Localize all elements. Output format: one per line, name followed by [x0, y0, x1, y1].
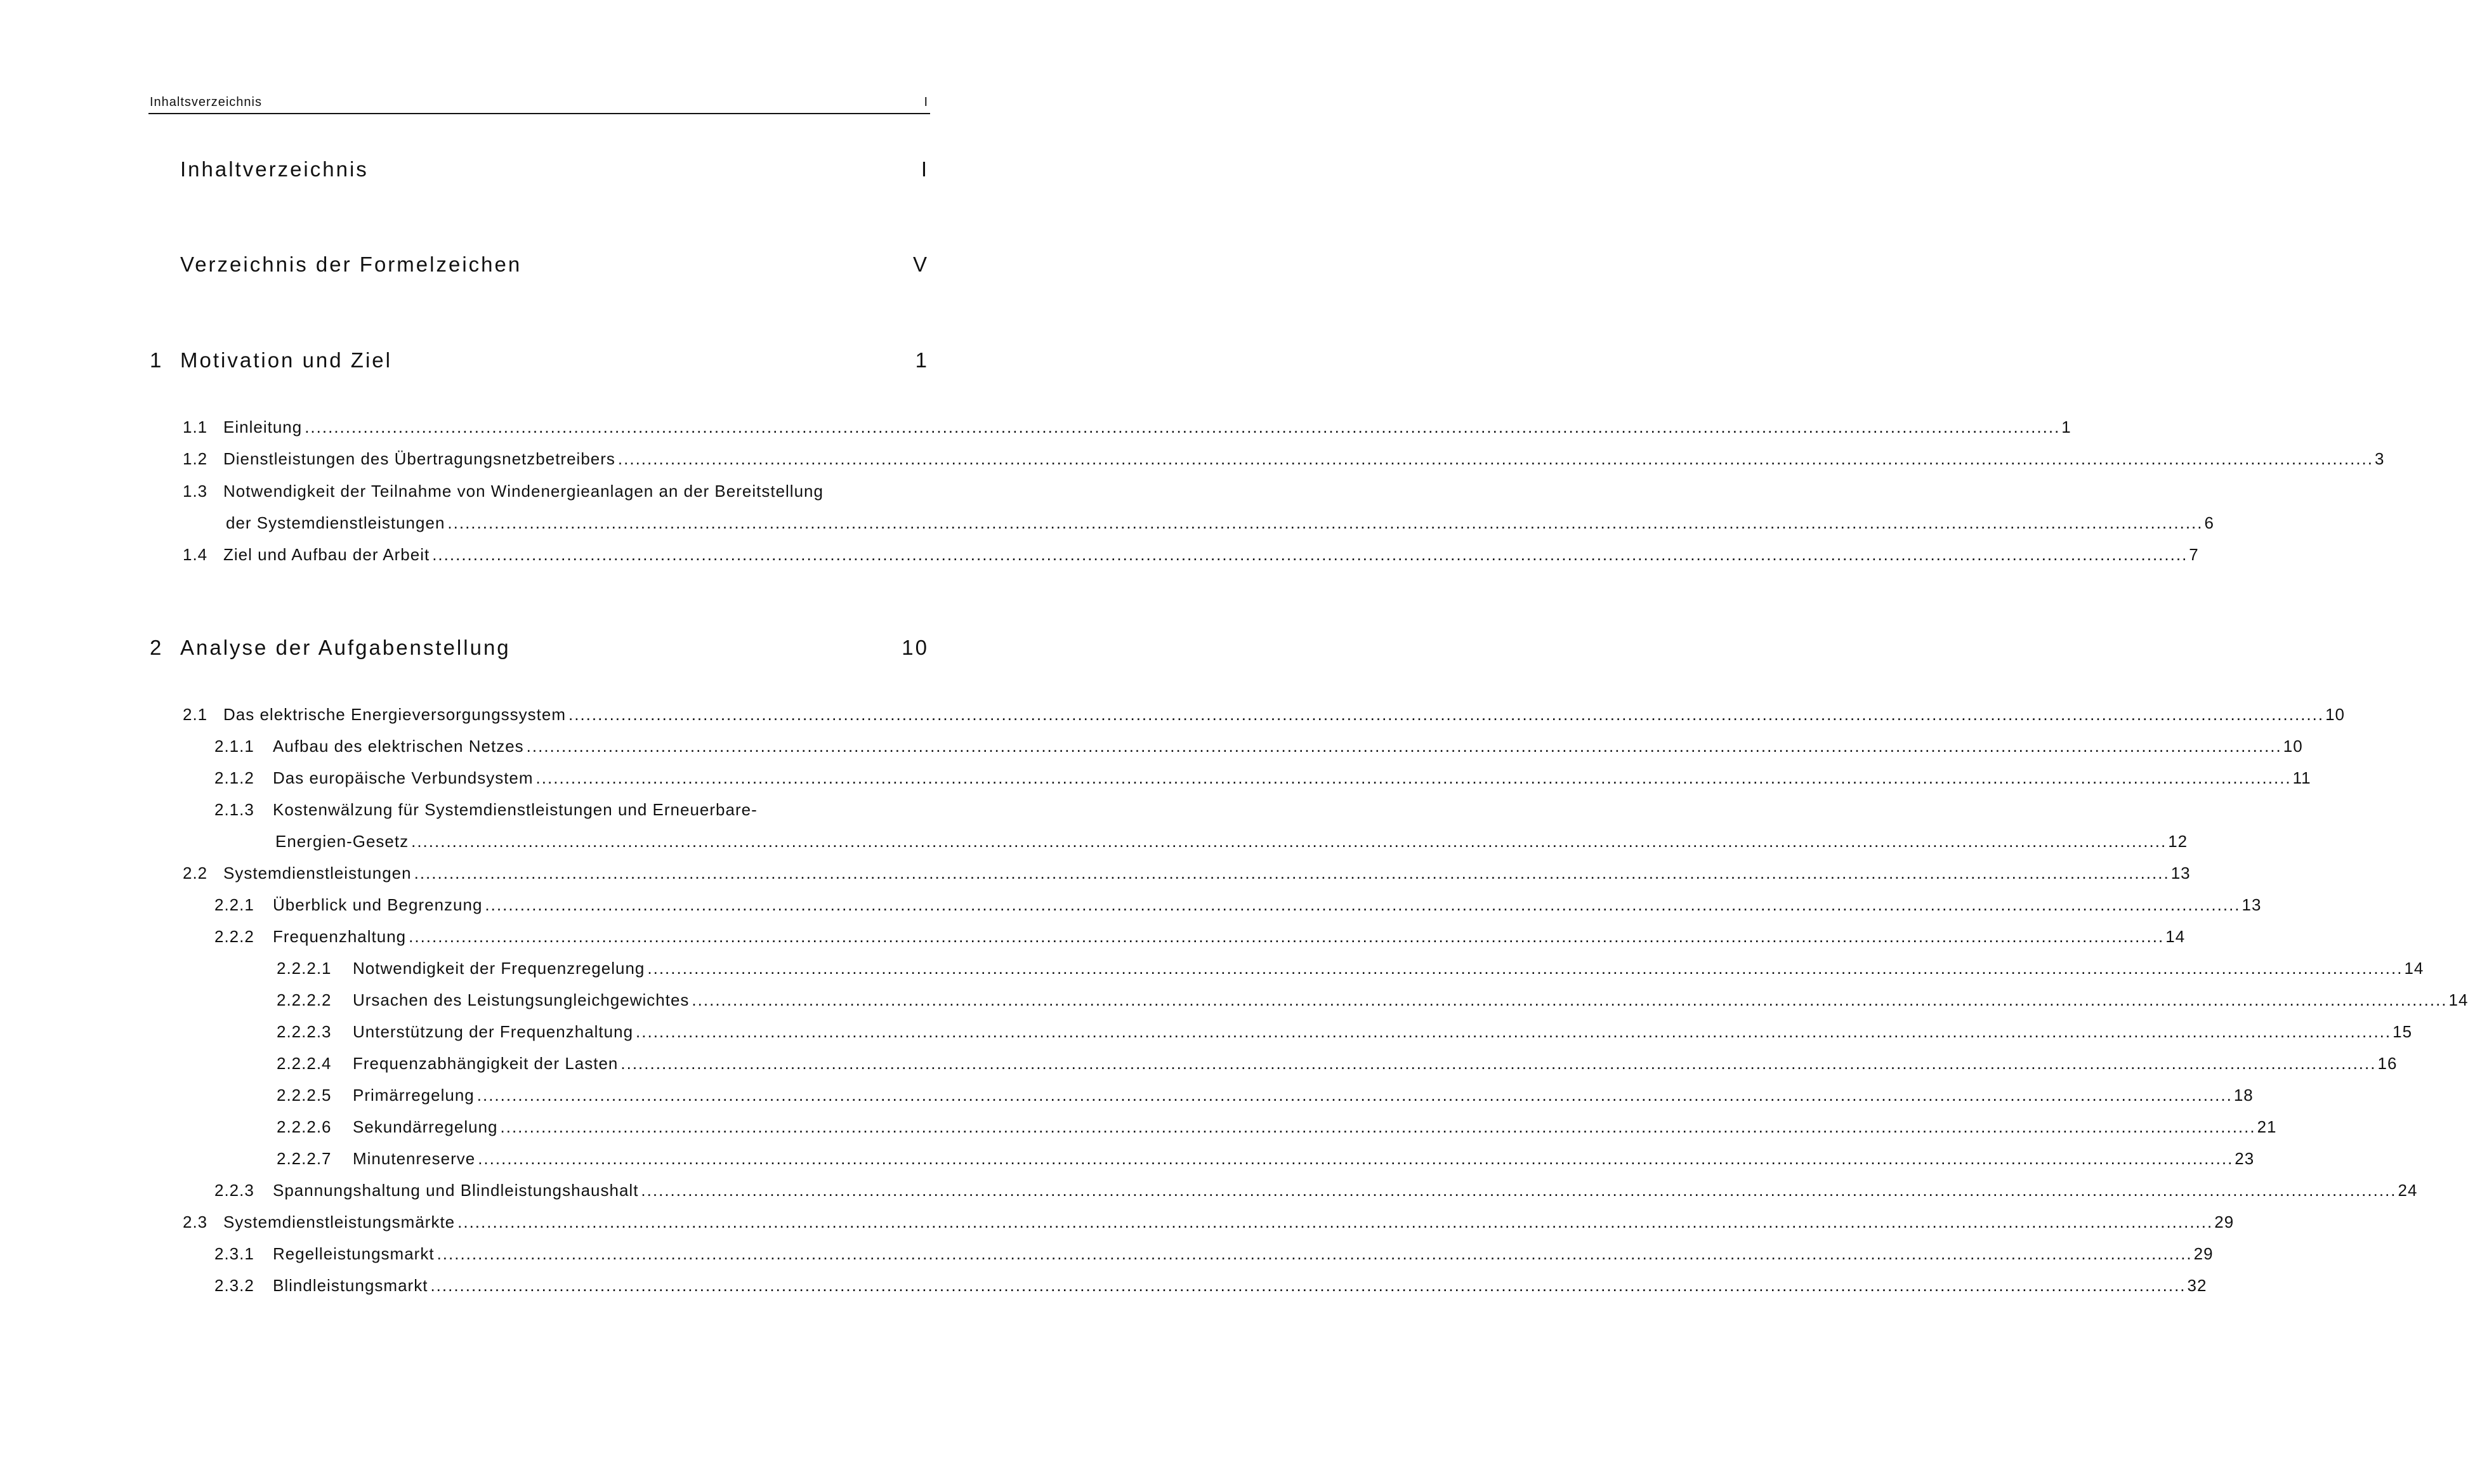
toc-entry-page: 1: [2061, 417, 2071, 437]
toc-entry[interactable]: [181, 543, 2199, 566]
toc-entry-number: 1.1: [183, 417, 208, 437]
toc-entry-number: 2.2.2: [214, 927, 254, 946]
toc-dot-leader: ............................................................................................................................................................................................................................................................................................................: [476, 1086, 2233, 1105]
toc-entry[interactable]: [275, 988, 2468, 1011]
toc-entry-page: 14: [2448, 990, 2468, 1009]
toc-entry[interactable]: [213, 1274, 2207, 1297]
toc-entry-title: Kostenwälzung für Systemdienstleistungen und Erneuerbare-: [273, 800, 758, 819]
toc-entry-number: 1.2: [183, 449, 208, 468]
toc-dot-leader: ............................................................................................................................................................................................................................................................................................................: [620, 1054, 2377, 1073]
toc-entry-number: 2.2.2.2: [277, 990, 332, 1009]
toc-dot-leader: ............................................................................................................................................................................................................................................................................................................: [414, 863, 2170, 883]
toc-entry[interactable]: [275, 1147, 2255, 1170]
toc-chapter-heading[interactable]: [148, 636, 930, 667]
toc-entry-title: Ziel und Aufbau der Arbeit: [223, 543, 432, 566]
toc-dot-leader: ............................................................................................................................................................................................................................................................................................................: [411, 832, 2167, 851]
toc-entry-page: 21: [2257, 1117, 2277, 1136]
toc-entry-page: 7: [2189, 545, 2199, 564]
toc-entry[interactable]: [181, 703, 2346, 726]
toc-dot-leader: ............................................................................................................................................................................................................................................................................................................: [485, 895, 2241, 914]
toc-dot-leader: ............................................................................................................................................................................................................................................................................................................: [617, 449, 2373, 468]
toc-dot-leader: ............................................................................................................................................................................................................................................................................................................: [447, 513, 2203, 532]
toc-entry-page: 14: [2165, 927, 2186, 946]
toc-entry-page: 18: [2233, 1086, 2254, 1105]
toc-entry[interactable]: [213, 798, 2188, 853]
toc-dot-leader: ............................................................................................................................................................................................................................................................................................................: [535, 768, 2292, 787]
toc-front-entry[interactable]: [148, 157, 930, 189]
toc-entry-title: Frequenzhaltung: [273, 925, 409, 948]
toc-entry-page: 13: [2170, 863, 2191, 883]
toc-entry-number: 2.3: [183, 1212, 208, 1231]
toc-dot-leader: ............................................................................................................................................................................................................................................................................................................: [305, 417, 2061, 437]
toc-entry-title: Notwendigkeit der Frequenzregelung: [353, 957, 647, 980]
toc-entry[interactable]: [275, 1084, 2254, 1106]
chapter-title: Analyse der Aufgabenstellung: [180, 636, 511, 659]
toc-entry-title: Systemdienstleistungsmärkte: [223, 1211, 457, 1233]
toc-entry[interactable]: [213, 925, 2186, 948]
chapter-page: 1: [915, 348, 929, 372]
chapter-number: 1: [150, 348, 164, 372]
toc-front-page: V: [912, 253, 929, 276]
toc-entry[interactable]: [275, 1115, 2277, 1138]
running-header: [148, 94, 930, 114]
toc-entry-number: 1.4: [183, 545, 208, 564]
toc-entry-title: Ursachen des Leistungsungleichgewichtes: [353, 988, 692, 1011]
toc-entry-number: 2.2: [183, 863, 208, 883]
running-header-title: Inhaltsverzeichnis: [150, 95, 262, 109]
toc-entry-title: Primärregelung: [353, 1084, 477, 1106]
toc-dot-leader: ............................................................................................................................................................................................................................................................................................................: [568, 705, 2325, 724]
toc-entry-page: 3: [2375, 449, 2385, 468]
toc-entry-page: 13: [2242, 895, 2262, 914]
toc-chapter-heading[interactable]: [148, 348, 930, 380]
toc-dot-leader: ............................................................................................................................................................................................................................................................................................................: [430, 1276, 2186, 1295]
toc-entry-title: Überblick und Begrenzung: [273, 893, 485, 916]
toc-entry-title: Blindleistungsmarkt: [273, 1274, 430, 1297]
toc-entry-page: 10: [2283, 737, 2303, 756]
toc-entry-title: Unterstützung der Frequenzhaltung: [353, 1020, 636, 1043]
toc-entry[interactable]: [213, 1179, 2418, 1202]
toc-entry-title-continuation: der Systemdienstleistungen: [226, 511, 447, 534]
toc-entry[interactable]: [213, 893, 2262, 916]
toc-dot-leader: ............................................................................................................................................................................................................................................................................................................: [409, 927, 2165, 946]
toc-entry[interactable]: [213, 766, 2311, 789]
toc-entry-number: 2.1.1: [214, 737, 254, 756]
toc-entry-title-continuation: Energien-Gesetz: [275, 830, 411, 853]
chapter-title: Motivation und Ziel: [180, 348, 392, 372]
toc-entry[interactable]: [181, 1211, 2235, 1233]
toc-dot-leader: ............................................................................................................................................................................................................................................................................................................: [432, 545, 2188, 564]
chapter-page: 10: [902, 636, 929, 659]
toc-entry-page: 32: [2187, 1276, 2207, 1295]
toc-dot-leader: ............................................................................................................................................................................................................................................................................................................: [457, 1212, 2214, 1231]
toc-entry-title: Aufbau des elektrischen Netzes: [273, 735, 527, 758]
toc-entry-number: 2.1.2: [214, 768, 254, 787]
toc-entry-page: 24: [2398, 1181, 2418, 1200]
toc-front-page: I: [921, 157, 929, 181]
toc-entry-page: 29: [2193, 1244, 2214, 1263]
toc-entry-number: 2.2.2.3: [277, 1022, 332, 1041]
toc-entry-page: 6: [2204, 513, 2214, 532]
toc-entry-page: 12: [2168, 832, 2188, 851]
toc-entry[interactable]: [275, 1020, 2413, 1043]
toc-dot-leader: ............................................................................................................................................................................................................................................................................................................: [636, 1022, 2392, 1041]
toc-entry-number: 2.2.2.5: [277, 1086, 332, 1105]
toc-entry-page: 15: [2393, 1022, 2413, 1041]
toc-entry-number: 2.2.2.7: [277, 1149, 332, 1168]
toc-entry-title: Frequenzabhängigkeit der Lasten: [353, 1052, 620, 1075]
toc-entry-number: 2.2.2.4: [277, 1054, 332, 1073]
toc-entry-page: 16: [2377, 1054, 2398, 1073]
toc-entry[interactable]: [181, 447, 2385, 470]
toc-entry-title: Einleitung: [223, 416, 305, 438]
toc-entry[interactable]: [181, 862, 2191, 884]
toc-entry-number: 2.2.2.1: [277, 959, 332, 978]
toc-entry-page: 29: [2214, 1212, 2235, 1231]
chapter-number: 2: [150, 636, 164, 659]
toc-entry[interactable]: [275, 1052, 2398, 1075]
toc-dot-leader: ............................................................................................................................................................................................................................................................................................................: [500, 1117, 2256, 1136]
toc-entry-number: 2.3.1: [214, 1244, 254, 1263]
toc-front-title: Verzeichnis der Formelzeichen: [180, 253, 522, 276]
toc-entry-number: 1.3: [183, 482, 208, 501]
toc-entry-page: 23: [2235, 1149, 2255, 1168]
toc-entry[interactable]: [181, 416, 2071, 438]
toc-entry[interactable]: [275, 957, 2424, 980]
toc-front-title: Inhaltverzeichnis: [180, 157, 369, 181]
toc-entry-number: 2.2.1: [214, 895, 254, 914]
toc-entry-title: Notwendigkeit der Teilnahme von Windenergieanlagen an der Bereitstellung: [223, 482, 824, 501]
toc-dot-leader: ............................................................................................................................................................................................................................................................................................................: [647, 959, 2403, 978]
toc-dot-leader: ............................................................................................................................................................................................................................................................................................................: [692, 990, 2448, 1009]
toc-entry-number: 2.3.2: [214, 1276, 254, 1295]
toc-entry-number: 2.1: [183, 705, 208, 724]
toc-entry-page: 10: [2325, 705, 2346, 724]
toc-entry-number: 2.2.3: [214, 1181, 254, 1200]
toc-entry-title: Sekundärregelung: [353, 1115, 501, 1138]
toc-entry-title: Minutenreserve: [353, 1147, 478, 1170]
toc-dot-leader: ............................................................................................................................................................................................................................................................................................................: [478, 1149, 2234, 1168]
toc-entry-number: 2.2.2.6: [277, 1117, 332, 1136]
toc-entry[interactable]: [213, 735, 2303, 758]
toc-dot-leader: ............................................................................................................................................................................................................................................................................................................: [436, 1244, 2193, 1263]
toc-dot-leader: ............................................................................................................................................................................................................................................................................................................: [526, 737, 2282, 756]
toc-entry-title: Das elektrische Energieversorgungssystem: [223, 703, 568, 726]
toc-entry-title: Spannungshaltung und Blindleistungshaushalt: [273, 1179, 641, 1202]
toc-entry[interactable]: [181, 480, 2214, 534]
toc-entry-title: Das europäische Verbundsystem: [273, 766, 536, 789]
running-header-page-number: I: [924, 95, 928, 109]
toc-dot-leader: ............................................................................................................................................................................................................................................................................................................: [641, 1181, 2397, 1200]
toc-entry-page: 14: [2404, 959, 2424, 978]
toc-front-entry[interactable]: [148, 253, 930, 284]
toc-entry-number: 2.1.3: [214, 800, 254, 819]
toc-entry-page: 11: [2292, 768, 2311, 787]
toc-entry-title: Regelleistungsmarkt: [273, 1242, 437, 1265]
toc-entry-title: Dienstleistungen des Übertragungsnetzbetreibers: [223, 447, 618, 470]
toc-entry-title: Systemdienstleistungen: [223, 862, 414, 884]
toc-entry[interactable]: [213, 1242, 2214, 1265]
